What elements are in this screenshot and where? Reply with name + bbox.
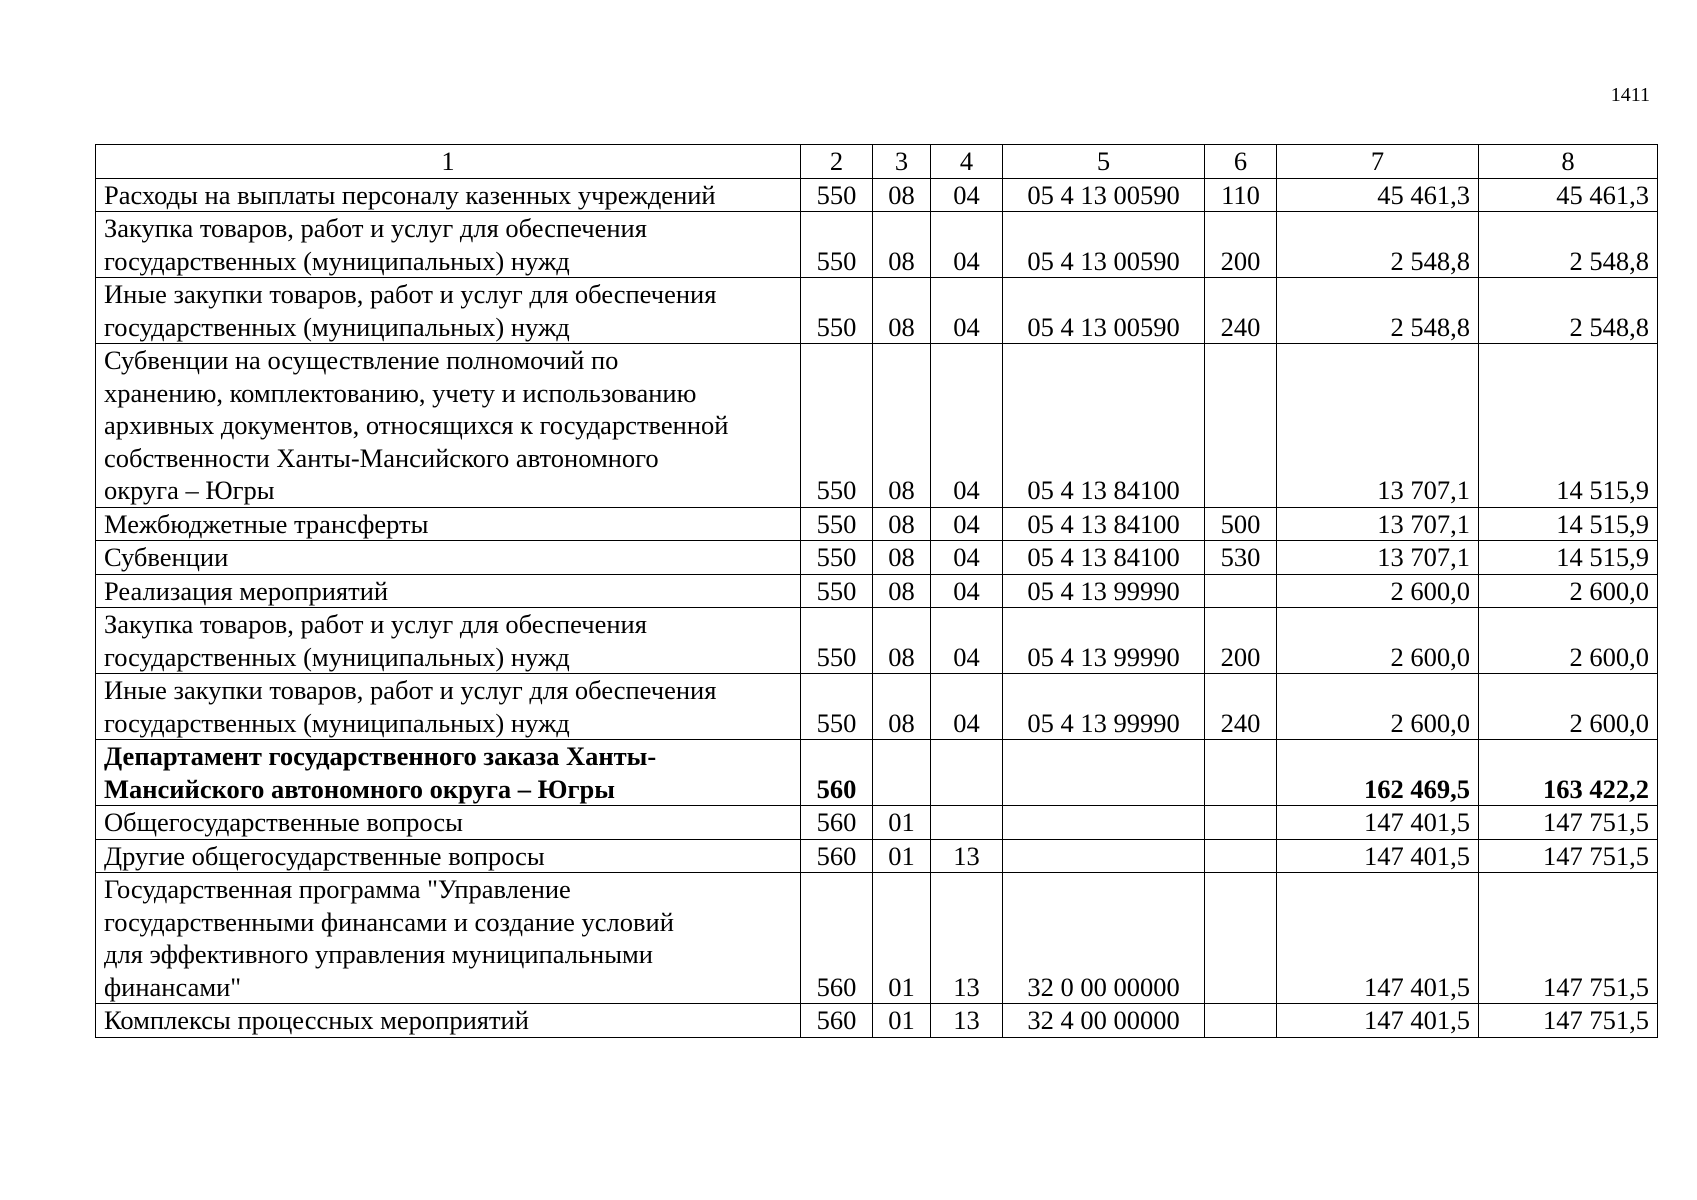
table-row (96, 608, 1658, 674)
row-name-cell: Другие общегосударственные вопросы (96, 839, 801, 873)
row-expense-type-cell: 240 (1205, 674, 1277, 740)
table-row (96, 740, 1658, 806)
row-target-article-cell: 05 4 13 00590 (1003, 278, 1205, 344)
row-name-cell: Закупка товаров, работ и услуг для обеспечения государственных (муниципальных) нужд (96, 212, 801, 278)
row-amount-col7-cell: 162 469,5 (1277, 740, 1479, 806)
row-amount-col7-cell: 13 707,1 (1277, 344, 1479, 508)
row-target-article-cell (1003, 740, 1205, 806)
row-section-cell: 08 (873, 507, 931, 541)
row-code-cell: 550 (801, 212, 873, 278)
table-row (96, 1004, 1658, 1038)
row-expense-type-cell: 500 (1205, 507, 1277, 541)
table-row (96, 806, 1658, 840)
row-code-cell: 550 (801, 608, 873, 674)
row-expense-type-cell (1205, 344, 1277, 508)
row-amount-col7-cell: 13 707,1 (1277, 541, 1479, 575)
header-cell: 7 (1277, 145, 1479, 179)
row-code-cell: 550 (801, 574, 873, 608)
row-subsection-cell: 04 (931, 344, 1003, 508)
table-row (96, 541, 1658, 575)
header-cell: 4 (931, 145, 1003, 179)
row-target-article-cell: 05 4 13 84100 (1003, 344, 1205, 508)
header-row (96, 145, 1658, 179)
row-section-cell: 01 (873, 839, 931, 873)
row-section-cell: 08 (873, 344, 931, 508)
row-name-cell: Иные закупки товаров, работ и услуг для обеспечения государственных (муниципальных) нужд (96, 674, 801, 740)
row-expense-type-cell (1205, 574, 1277, 608)
row-subsection-cell: 04 (931, 507, 1003, 541)
row-section-cell: 08 (873, 212, 931, 278)
row-amount-col8-cell: 147 751,5 (1479, 1004, 1658, 1038)
row-amount-col7-cell: 2 600,0 (1277, 608, 1479, 674)
row-name-cell: Закупка товаров, работ и услуг для обеспечения государственных (муниципальных) нужд (96, 608, 801, 674)
row-expense-type-cell: 200 (1205, 212, 1277, 278)
row-code-cell: 550 (801, 674, 873, 740)
row-subsection-cell: 04 (931, 178, 1003, 212)
row-expense-type-cell (1205, 806, 1277, 840)
row-amount-col8-cell: 163 422,2 (1479, 740, 1658, 806)
row-code-cell: 550 (801, 507, 873, 541)
row-subsection-cell: 04 (931, 212, 1003, 278)
row-amount-col8-cell: 147 751,5 (1479, 806, 1658, 840)
row-amount-col8-cell: 147 751,5 (1479, 873, 1658, 1004)
row-section-cell: 08 (873, 541, 931, 575)
row-amount-col7-cell: 147 401,5 (1277, 839, 1479, 873)
header-cell: 5 (1003, 145, 1205, 179)
table-row (96, 839, 1658, 873)
header-cell: 1 (96, 145, 801, 179)
row-target-article-cell: 05 4 13 99990 (1003, 608, 1205, 674)
table-row (96, 674, 1658, 740)
row-expense-type-cell: 530 (1205, 541, 1277, 575)
row-subsection-cell (931, 806, 1003, 840)
row-amount-col7-cell: 2 548,8 (1277, 212, 1479, 278)
row-subsection-cell: 13 (931, 839, 1003, 873)
row-code-cell: 550 (801, 344, 873, 508)
row-expense-type-cell (1205, 740, 1277, 806)
row-target-article-cell: 05 4 13 00590 (1003, 212, 1205, 278)
header-cell: 6 (1205, 145, 1277, 179)
row-amount-col7-cell: 147 401,5 (1277, 806, 1479, 840)
row-section-cell: 01 (873, 806, 931, 840)
row-target-article-cell: 05 4 13 00590 (1003, 178, 1205, 212)
header-cell: 3 (873, 145, 931, 179)
row-target-article-cell: 05 4 13 84100 (1003, 541, 1205, 575)
row-section-cell: 08 (873, 178, 931, 212)
row-code-cell: 560 (801, 839, 873, 873)
row-section-cell: 01 (873, 873, 931, 1004)
row-amount-col8-cell: 2 548,8 (1479, 212, 1658, 278)
row-code-cell: 560 (801, 740, 873, 806)
row-amount-col7-cell: 2 600,0 (1277, 574, 1479, 608)
table-row (96, 873, 1658, 1004)
row-name-cell: Комплексы процессных мероприятий (96, 1004, 801, 1038)
row-target-article-cell: 32 4 00 00000 (1003, 1004, 1205, 1038)
row-amount-col8-cell: 2 600,0 (1479, 574, 1658, 608)
table-row (96, 507, 1658, 541)
row-amount-col8-cell: 14 515,9 (1479, 344, 1658, 508)
row-name-cell: Реализация мероприятий (96, 574, 801, 608)
row-expense-type-cell (1205, 1004, 1277, 1038)
row-amount-col8-cell: 2 600,0 (1479, 608, 1658, 674)
budget-table (95, 144, 1658, 1038)
header-cell: 8 (1479, 145, 1658, 179)
row-subsection-cell: 04 (931, 541, 1003, 575)
table-row (96, 574, 1658, 608)
row-name-cell: Расходы на выплаты персоналу казенных учреждений (96, 178, 801, 212)
row-section-cell: 08 (873, 674, 931, 740)
row-amount-col8-cell: 45 461,3 (1479, 178, 1658, 212)
row-subsection-cell: 04 (931, 278, 1003, 344)
row-subsection-cell: 13 (931, 1004, 1003, 1038)
row-amount-col7-cell: 147 401,5 (1277, 1004, 1479, 1038)
row-code-cell: 550 (801, 541, 873, 575)
page-number: 1411 (1610, 84, 1650, 106)
row-subsection-cell: 04 (931, 574, 1003, 608)
row-subsection-cell (931, 740, 1003, 806)
row-target-article-cell: 05 4 13 99990 (1003, 574, 1205, 608)
row-subsection-cell: 13 (931, 873, 1003, 1004)
row-code-cell: 550 (801, 178, 873, 212)
row-target-article-cell (1003, 839, 1205, 873)
row-amount-col8-cell: 14 515,9 (1479, 507, 1658, 541)
row-expense-type-cell (1205, 873, 1277, 1004)
row-section-cell: 08 (873, 278, 931, 344)
row-amount-col8-cell: 147 751,5 (1479, 839, 1658, 873)
row-expense-type-cell (1205, 839, 1277, 873)
row-name-cell: Департамент государственного заказа Ханты- Мансийского автономного округа – Югры (96, 740, 801, 806)
row-name-cell: Государственная программа "Управление государственными финансами и создание условий для эффективного управления муниципальными финансами" (96, 873, 801, 1004)
row-code-cell: 560 (801, 873, 873, 1004)
row-name-cell: Межбюджетные трансферты (96, 507, 801, 541)
row-amount-col7-cell: 147 401,5 (1277, 873, 1479, 1004)
row-amount-col7-cell: 2 600,0 (1277, 674, 1479, 740)
row-subsection-cell: 04 (931, 608, 1003, 674)
row-expense-type-cell: 110 (1205, 178, 1277, 212)
row-subsection-cell: 04 (931, 674, 1003, 740)
row-name-cell: Субвенции на осуществление полномочий по хранению, комплектованию, учету и использованию архивных документов, относящихся к государственной собственности Ханты-Мансийского автономного округа – Югры (96, 344, 801, 508)
table-row (96, 178, 1658, 212)
header-cell: 2 (801, 145, 873, 179)
table-row (96, 212, 1658, 278)
row-section-cell: 01 (873, 1004, 931, 1038)
row-section-cell: 08 (873, 608, 931, 674)
row-code-cell: 550 (801, 278, 873, 344)
row-amount-col7-cell: 13 707,1 (1277, 507, 1479, 541)
row-expense-type-cell: 240 (1205, 278, 1277, 344)
row-amount-col7-cell: 2 548,8 (1277, 278, 1479, 344)
table-row (96, 344, 1658, 508)
row-code-cell: 560 (801, 806, 873, 840)
row-target-article-cell: 32 0 00 00000 (1003, 873, 1205, 1004)
row-target-article-cell (1003, 806, 1205, 840)
row-expense-type-cell: 200 (1205, 608, 1277, 674)
row-name-cell: Общегосударственные вопросы (96, 806, 801, 840)
row-name-cell: Иные закупки товаров, работ и услуг для обеспечения государственных (муниципальных) нужд (96, 278, 801, 344)
row-code-cell: 560 (801, 1004, 873, 1038)
row-amount-col8-cell: 14 515,9 (1479, 541, 1658, 575)
table-row (96, 278, 1658, 344)
row-amount-col8-cell: 2 548,8 (1479, 278, 1658, 344)
row-section-cell: 08 (873, 574, 931, 608)
row-target-article-cell: 05 4 13 99990 (1003, 674, 1205, 740)
row-section-cell (873, 740, 931, 806)
row-amount-col8-cell: 2 600,0 (1479, 674, 1658, 740)
row-name-cell: Субвенции (96, 541, 801, 575)
row-amount-col7-cell: 45 461,3 (1277, 178, 1479, 212)
row-target-article-cell: 05 4 13 84100 (1003, 507, 1205, 541)
